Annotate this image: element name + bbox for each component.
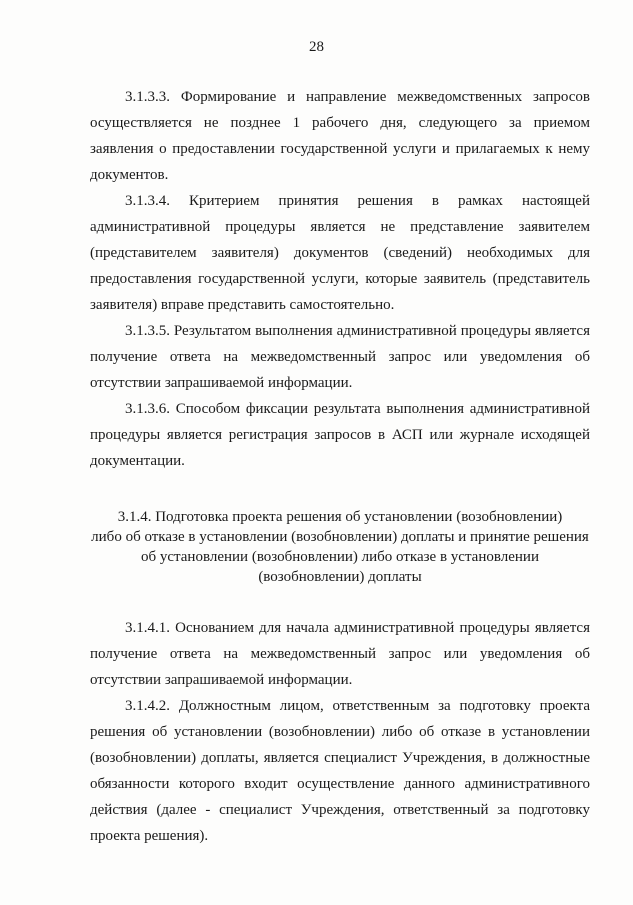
section-heading-3-1-4 <box>90 507 590 587</box>
section-heading-line: либо об отказе в установлении (возобновлении) доплаты и принятие решения <box>91 529 589 545</box>
paragraph-3-1-3-3: 3.1.3.3. Формирование и направление межведомственных запросов осуществляется не позднее 1 рабочего дня, следующего за приемом заявления о предоставлении государственной услуги и прилагаемых к нему документов. <box>90 89 590 183</box>
paragraph-3-1-3-6: 3.1.3.6. Способом фиксации результата выполнения административной процедуры является регистрация запросов в АСП или журнале исходящей документации. <box>90 401 590 469</box>
document-body <box>90 84 590 849</box>
paragraph-3-1-3-4: 3.1.3.4. Критерием принятия решения в рамках настоящей административной процедуры является не представление заявителем (представителем заявителя) документов (сведений) необходимых для предоставления государственной услуги, которые заявитель (представитель заявителя) вправе представить самостоятельно. <box>90 193 590 313</box>
paragraph-3-1-4-1: 3.1.4.1. Основанием для начала административной процедуры является получение ответа на межведомственный запрос или уведомления об отсутствии запрашиваемой информации. <box>90 620 590 688</box>
paragraph-3-1-3-5: 3.1.3.5. Результатом выполнения административной процедуры является получение ответа на межведомственный запрос или уведомления об отсутствии запрашиваемой информации. <box>90 323 590 391</box>
section-heading-line: 3.1.4. Подготовка проекта решения об установлении (возобновлении) <box>117 509 563 525</box>
paragraph-3-1-4-2: 3.1.4.2. Должностным лицом, ответственным за подготовку проекта решения об установлении (возобновлении) либо об отказе в установлении (возобновлении) доплаты, является специалист Учреждения, в должностные обязанности которого входит осуществление данного административного действия (далее - специалист Учреждения, ответственный за подготовку проекта решения). <box>90 698 590 844</box>
section-heading-line: (возобновлении) доплаты <box>258 569 422 585</box>
page-number: 28 <box>309 39 324 55</box>
section-heading-line: об установлении (возобновлении) либо отказе в установлении <box>141 549 539 565</box>
